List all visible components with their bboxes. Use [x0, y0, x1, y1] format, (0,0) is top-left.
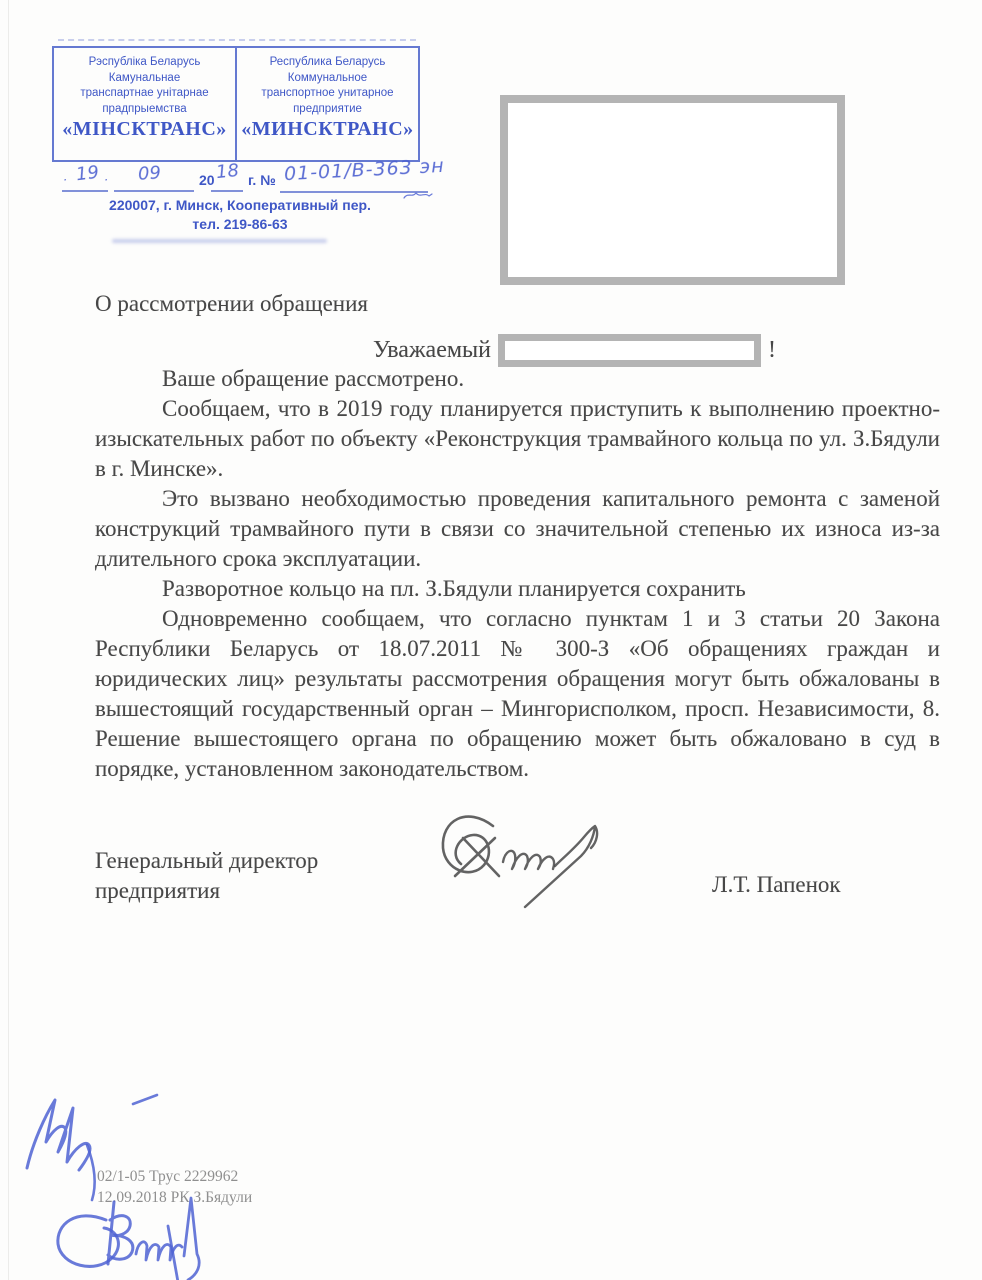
stamp-line: Коммунальное — [287, 71, 368, 84]
stamp-phone: тел. 219-86-63 — [192, 216, 288, 232]
stamp-left-column — [54, 48, 237, 160]
handwritten-doc-number: 01-01/В-363 эн — [283, 154, 446, 186]
name-redaction-box — [498, 334, 761, 367]
body-paragraph: Это вызвано необходимостью проведения капитального ремонта с заменой конструкций трамвайного пути в связи со значительной степенью их износа из-за длительного срока эксплуатации. — [95, 486, 940, 571]
body-paragraph: Сообщаем, что в 2019 году планируется приступить к выполнению проектно-изыскательных работ по объекту «Реконструкция трамвайного кольца по ул. З.Бядули в г. Минске». — [95, 396, 940, 481]
salutation-text: Уважаемый — [373, 337, 491, 363]
recipient-redaction-box — [500, 95, 845, 285]
org-name-belarusian: «МІНСКТРАНС» — [62, 118, 227, 140]
approval-signature — [48, 1192, 233, 1280]
microtext-artifact — [112, 239, 327, 243]
stamp-right-column — [237, 48, 418, 160]
handwritten-dot: · — [104, 173, 108, 187]
body-paragraph: Ваше обращение рассмотрено. — [162, 366, 465, 391]
handwritten-dot: · — [63, 173, 67, 187]
stamp-line: Рэспубліка Беларусь — [88, 56, 201, 68]
stamp-line: транспартнае унітарнае — [80, 87, 209, 99]
stamp-smudge-artifact — [58, 39, 416, 41]
director-title — [95, 846, 318, 906]
exclamation-mark: ! — [768, 337, 776, 363]
annotation-squiggle — [402, 189, 434, 201]
org-name-russian: «МИНСКТРАНС» — [241, 118, 414, 140]
subject-line: О рассмотрении обращения — [95, 291, 368, 316]
director-name: Л.Т. Папенок — [712, 872, 841, 897]
director-title-line: Генеральный директор — [95, 848, 319, 873]
stamp-line: транспортное унитарное — [261, 87, 394, 99]
stamp-address: 220007, г. Минск, Кооперативный пер. — [109, 197, 371, 213]
salutation — [373, 334, 776, 367]
handwritten-month: 09 — [137, 162, 162, 185]
year-prefix: 20 — [199, 172, 215, 188]
scan-edge-artifact — [8, 0, 9, 1280]
director-signature — [405, 804, 635, 909]
handwritten-day: 19 — [74, 161, 101, 186]
letter-body — [95, 364, 940, 784]
footer-line: 02/1-05 Трус 2229962 — [97, 1168, 239, 1185]
footer-line: 12.09.2018 РК З.Бядули — [97, 1189, 253, 1206]
body-paragraph: Разворотное кольцо на пл. З.Бядули планируется сохранить — [162, 576, 746, 601]
blank-underline — [62, 190, 108, 192]
company-stamp — [52, 46, 420, 162]
stamp-address-block — [78, 196, 402, 234]
blank-underline — [114, 190, 194, 192]
blank-underline — [211, 190, 243, 192]
handwritten-year: 18 — [214, 159, 240, 184]
number-label: г. № — [248, 172, 276, 188]
director-title-line: предприятия — [95, 878, 221, 903]
stamp-line: прадпрыемства — [102, 102, 187, 115]
stamp-line: Республика Беларусь — [269, 56, 386, 68]
stamp-line: Камунальнае — [108, 71, 181, 84]
body-paragraph: Одновременно сообщаем, что согласно пунктам 1 и 3 статьи 20 Закона Республики Беларусь от 18.07.2011 № 300-З «Об обращениях граждан и юридических лиц» результаты рассмотрения обращения могут быть обжалованы в вышестоящий государственный орган – Мингорисполком, просп. Независимости, 8. Решение вышестоящего органа по обращению может быть обжаловано в суд в порядке, установленном законодательством. — [95, 606, 940, 781]
stamp-line: предприятие — [293, 102, 362, 115]
